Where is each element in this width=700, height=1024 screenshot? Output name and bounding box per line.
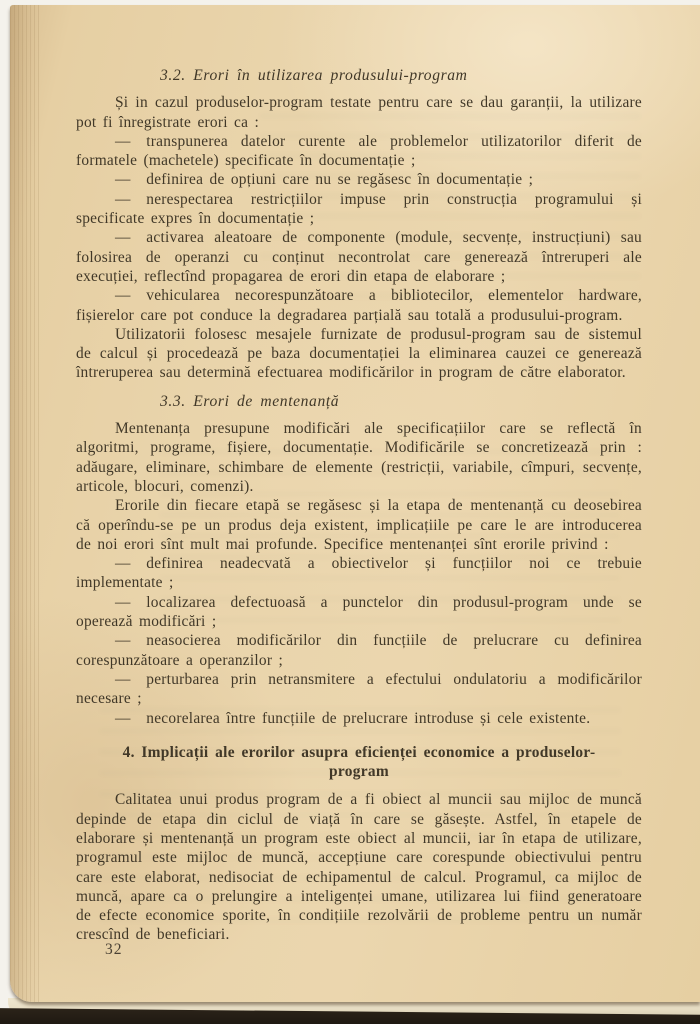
list-item: — localizarea defectuoasă a punctelor din produsul-program unde se operează modificări ; <box>76 593 642 631</box>
list-item: — nerespectarea restricțiilor impuse prin construcția programului și specificate expres în documentație ; <box>76 190 642 228</box>
page-content <box>10 5 700 945</box>
book-page <box>10 5 700 1002</box>
paragraph: Și in cazul produselor-program testate pentru care se dau garanții, la utilizare pot fi înregistrate erori ca : <box>76 94 642 131</box>
paragraph: Erorile din fiecare etapă se regăsesc și la etapa de mentenanță cu deosebirea că operîndu-se pe un produs deja existent, implicațiile pe care le are introducerea de noi erori sînt mult mai profunde. Specifice mentenanței sînt erorile privind : <box>76 497 642 553</box>
list-item: — necorelarea între funcțiile de prelucrare introduse și cele existente. <box>115 709 591 727</box>
list-item: — definirea neadecvată a obiectivelor și funcțiilor noi ce trebuie implementate ; <box>76 555 642 592</box>
paragraph: Calitatea unui produs program de a fi obiect al muncii sau mijloc de muncă depinde de etapa din ciclul de viață în care se găsește. Astfel, în etapele de elaborare și mentenanță un program este obiect al muncii, iar în etapa de utilizare, programul este mijloc de muncă, accepțiune care corespunde obiectivului pentru care este elaborat, nedisociat de echipamentul de calcul. Programul, ca mijloc de muncă, apare ca o prelungire a inteligenței umane, utilizarea lui fiind generatoare de efecte economice sporite, în condițiile rezolvării de probleme pentru un număr crescînd de beneficiari. <box>76 791 642 944</box>
section-heading-bold <box>76 743 642 782</box>
list-item: — neasocierea modificărilor din funcțiile de prelucrare cu definirea corespunzătoare a operanzilor ; <box>76 632 642 669</box>
heading-line: program <box>329 763 389 781</box>
list-item: — definirea de opțiuni care nu se regăsesc în documentație ; <box>115 171 534 189</box>
section-heading: 3.3. Erori de mentenanță <box>160 392 340 410</box>
list-item: — vehicularea necorespunzătoare a bibliotecilor, elementelor hardware, fișierelor care pot conduce la degradarea parțială sau totală a produsului-program. <box>76 287 642 324</box>
list-item: — transpunerea datelor curente ale problemelor utilizatorilor diferit de formatele (machetele) specificate în documentație ; <box>76 132 642 170</box>
list-item: — perturbarea prin netransmitere a efectului ondulatoriu a modificărilor necesare ; <box>76 670 642 708</box>
section-heading: 3.2. Erori în utilizarea produsului-program <box>160 67 468 84</box>
page-number: 32 <box>105 941 123 958</box>
paragraph: Utilizatorii folosesc mesajele furnizate de produsul-program sau de sistemul de calcul și procedează pe baza documentației la eliminarea cauzei ce generează întreruperea sau determină efectuarea modificărilor in program de către elaborator. <box>76 325 642 382</box>
list-item: — activarea aleatoare de componente (module, secvențe, instrucțiuni) sau folosirea de operanzi cu conținut necontrolat care generează întreruperi ale execuției, reflectînd propagarea de erori din etapa de elaborare ; <box>76 229 642 285</box>
paragraph: Mentenanța presupune modificări ale specificațiilor care se reflectă în algoritmi, programe, fișiere, documentație. Modificările se concretizează prin : adăugare, eliminare, schimbare de elemente (restricții, variabile, cîmpuri, secvențe, articole, blocuri, comenzi). <box>76 420 642 495</box>
heading-line: 4. Implicații ale erorilor asupra eficienței economice a produselor- <box>122 743 596 761</box>
